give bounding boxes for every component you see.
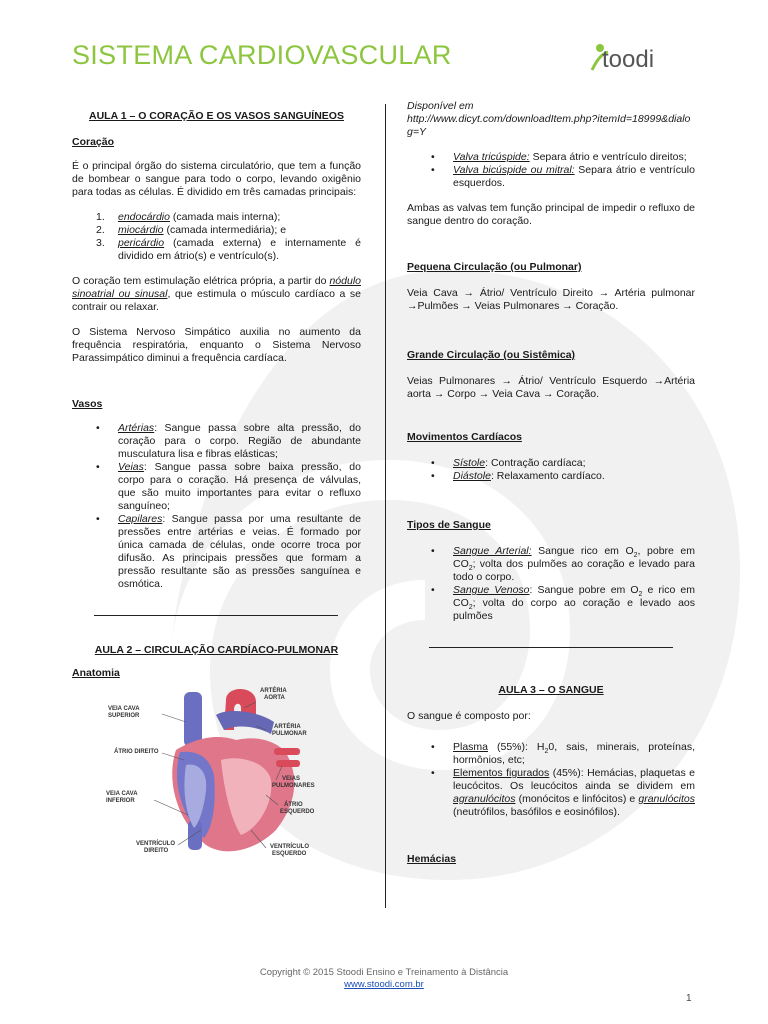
list-item: 1. endocárdio (camada mais interna); (96, 211, 281, 223)
movimentos-list (407, 457, 695, 483)
aula1-title: AULA 1 – O CORAÇÃO E OS VASOS SANGUÍNEOS (89, 110, 344, 122)
tipos-sangue-heading: Tipos de Sangue (407, 519, 491, 531)
column-divider (385, 104, 386, 908)
source-url[interactable]: http://www.dicyt.com/downloadItem.php?itemId=18999&dialog=Y (407, 113, 691, 138)
vasos-heading: Vasos (72, 398, 103, 410)
coracao-paragraph-3: O Sistema Nervoso Simpático auxilia no aumento da frequência respiratória, enquanto o Sistema Nervoso Parassimpático diminui a frequência cardíaca. (72, 326, 361, 364)
list-item: • Valva bicúspide ou mitral: Separa átrio e ventrículo esquerdos. (407, 164, 695, 190)
page-number: 1 (686, 993, 692, 1004)
valves-paragraph: Ambas as valvas tem função principal de impedir o refluxo de sangue dentro do coração. (407, 202, 695, 227)
list-item: • Capilares: Sangue passa por uma resultante de pressões entre artérias e veias. É formado por única camada de células, onde ocorre troca por difusão. As principais pressões que formam a pressão resultante são as pressões sanguínea e osmótica. (72, 513, 361, 591)
aula2-title: AULA 2 – CIRCULAÇÃO CARDÍACO-PULMONAR (94, 644, 339, 656)
list-item: • Sangue Arterial: Sangue rico em $O_2$, pobre em $CO_2$; volta dos pulmões ao coração e levado para todo o corpo. (407, 545, 695, 584)
svg-text:toodi: toodi (602, 46, 655, 73)
svg-text:DIREITO: DIREITO (144, 848, 169, 854)
page-title: SISTEMA CARDIOVASCULAR (72, 40, 452, 70)
svg-text:AORTA: AORTA (264, 695, 285, 701)
hemacias-heading: Hemácias (407, 853, 457, 865)
right-column (407, 100, 695, 866)
label-veia-cava-inferior: VEIA CAVA (106, 791, 138, 797)
sangue-composicao-list (407, 741, 695, 819)
list-item: • Sístole: Contração cardíaca; (407, 457, 695, 470)
label-veia-cava-superior: VEIA CAVA (108, 706, 140, 712)
valves-list (407, 151, 695, 190)
stoodi-logo (588, 40, 698, 76)
layers-list (72, 211, 361, 263)
coracao-paragraph-2: O coração tem estimulação elétrica própria, a partir do nódulo sinoatrial ou sinusal, que estimula o músculo cardíaco a se contrair ou relaxar. (72, 275, 361, 313)
list-item: 2. miocárdio (camada intermediária); e (96, 224, 287, 236)
label-atrio-direito: ÁTRIO DIREITO (114, 749, 159, 755)
source-label: Disponível em (407, 100, 474, 112)
pequena-circulacao-heading: Pequena Circulação (ou Pulmonar) (407, 261, 582, 273)
footer-link[interactable]: www.stoodi.com.br (344, 979, 424, 990)
anatomia-heading: Anatomia (72, 667, 120, 679)
list-item: • Veias: Sangue passa sobre baixa pressão, do corpo para o coração. Há presença de válvulas, que são muito importantes para evitar o refluxo sanguíneo; (72, 461, 361, 513)
svg-text:ESQUERDO: ESQUERDO (272, 851, 307, 857)
sangue-intro: O sangue é composto por: (407, 710, 531, 722)
tipos-sangue-list (407, 545, 695, 623)
svg-text:PULMONAR: PULMONAR (272, 731, 307, 737)
list-item: • Artérias: Sangue passa sobre alta pressão, do coração para o corpo. Região de abundante musculatura lisa e fibras elásticas; (72, 422, 361, 461)
left-column (72, 100, 361, 864)
coracao-heading: Coração (72, 136, 115, 148)
aula3-title: AULA 3 – O SANGUE (498, 684, 604, 696)
svg-text:SUPERIOR: SUPERIOR (108, 713, 140, 719)
pequena-circulacao-text: Veia Cava → Átrio/ Ventrículo Direito → Artéria pulmonar →Pulmões → Veias Pulmonares → Coração. (407, 287, 695, 312)
label-arteria-pulmonar: ARTÉRIA (274, 724, 301, 730)
grande-circulacao-heading: Grande Circulação (ou Sistêmica) (407, 349, 576, 361)
list-item: 3. pericárdio (camada externa) e internamente é dividido em átrio(s) e ventrículo(s). (96, 237, 361, 262)
vasos-list (72, 422, 361, 591)
grande-circulacao-text: Veias Pulmonares → Átrio/ Ventrículo Esquerdo →Artéria aorta → Corpo → Veia Cava → Coração. (407, 375, 695, 400)
svg-text:INFERIOR: INFERIOR (106, 798, 135, 804)
label-veias-pulmonares: VEIAS (282, 776, 301, 782)
list-item: • Elementos figurados (45%): Hemácias, plaquetas e leucócitos. Os leucócitos ainda se dividem em agranulócitos (monócitos e linfócitos) e granulócitos (neutrófilos, basófilos e eosinófilos). (407, 767, 695, 819)
label-ventriculo-esquerdo: VENTRÍCULO (270, 844, 309, 850)
list-item: • Sangue Venoso: Sangue pobre em $O_2$ e rico em $CO_2$; volta do corpo ao coração e levado aos pulmões (407, 584, 695, 623)
list-item: • Diástole: Relaxamento cardíaco. (407, 470, 695, 483)
svg-text:ESQUERDO: ESQUERDO (280, 809, 315, 815)
coracao-paragraph-1: É o principal órgão do sistema circulatório, que tem a função de bombear o sangue para todo o corpo, levando oxigênio para todas as células. É dividido em três camadas principais: (72, 160, 361, 198)
footer-copyright: Copyright © 2015 Stoodi Ensino e Treinamento à Distância (259, 967, 509, 978)
list-item: • Plasma (55%): $H_20$, sais, minerais, proteínas, hormônios, etc; (407, 741, 695, 767)
label-ventriculo-direito: VENTRÍCULO (136, 841, 175, 847)
svg-text:PULMONARES: PULMONARES (272, 783, 315, 789)
footer-link-wrapper (0, 979, 768, 990)
movimentos-heading: Movimentos Cardíacos (407, 431, 522, 443)
heart-anatomy-diagram (106, 680, 336, 860)
label-atrio-esquerdo: ÁTRIO (284, 802, 303, 808)
label-arteria-aorta: ARTÉRIA (260, 688, 287, 694)
list-item: • Valva tricúspide: Separa átrio e ventrículo direitos; (407, 151, 695, 164)
